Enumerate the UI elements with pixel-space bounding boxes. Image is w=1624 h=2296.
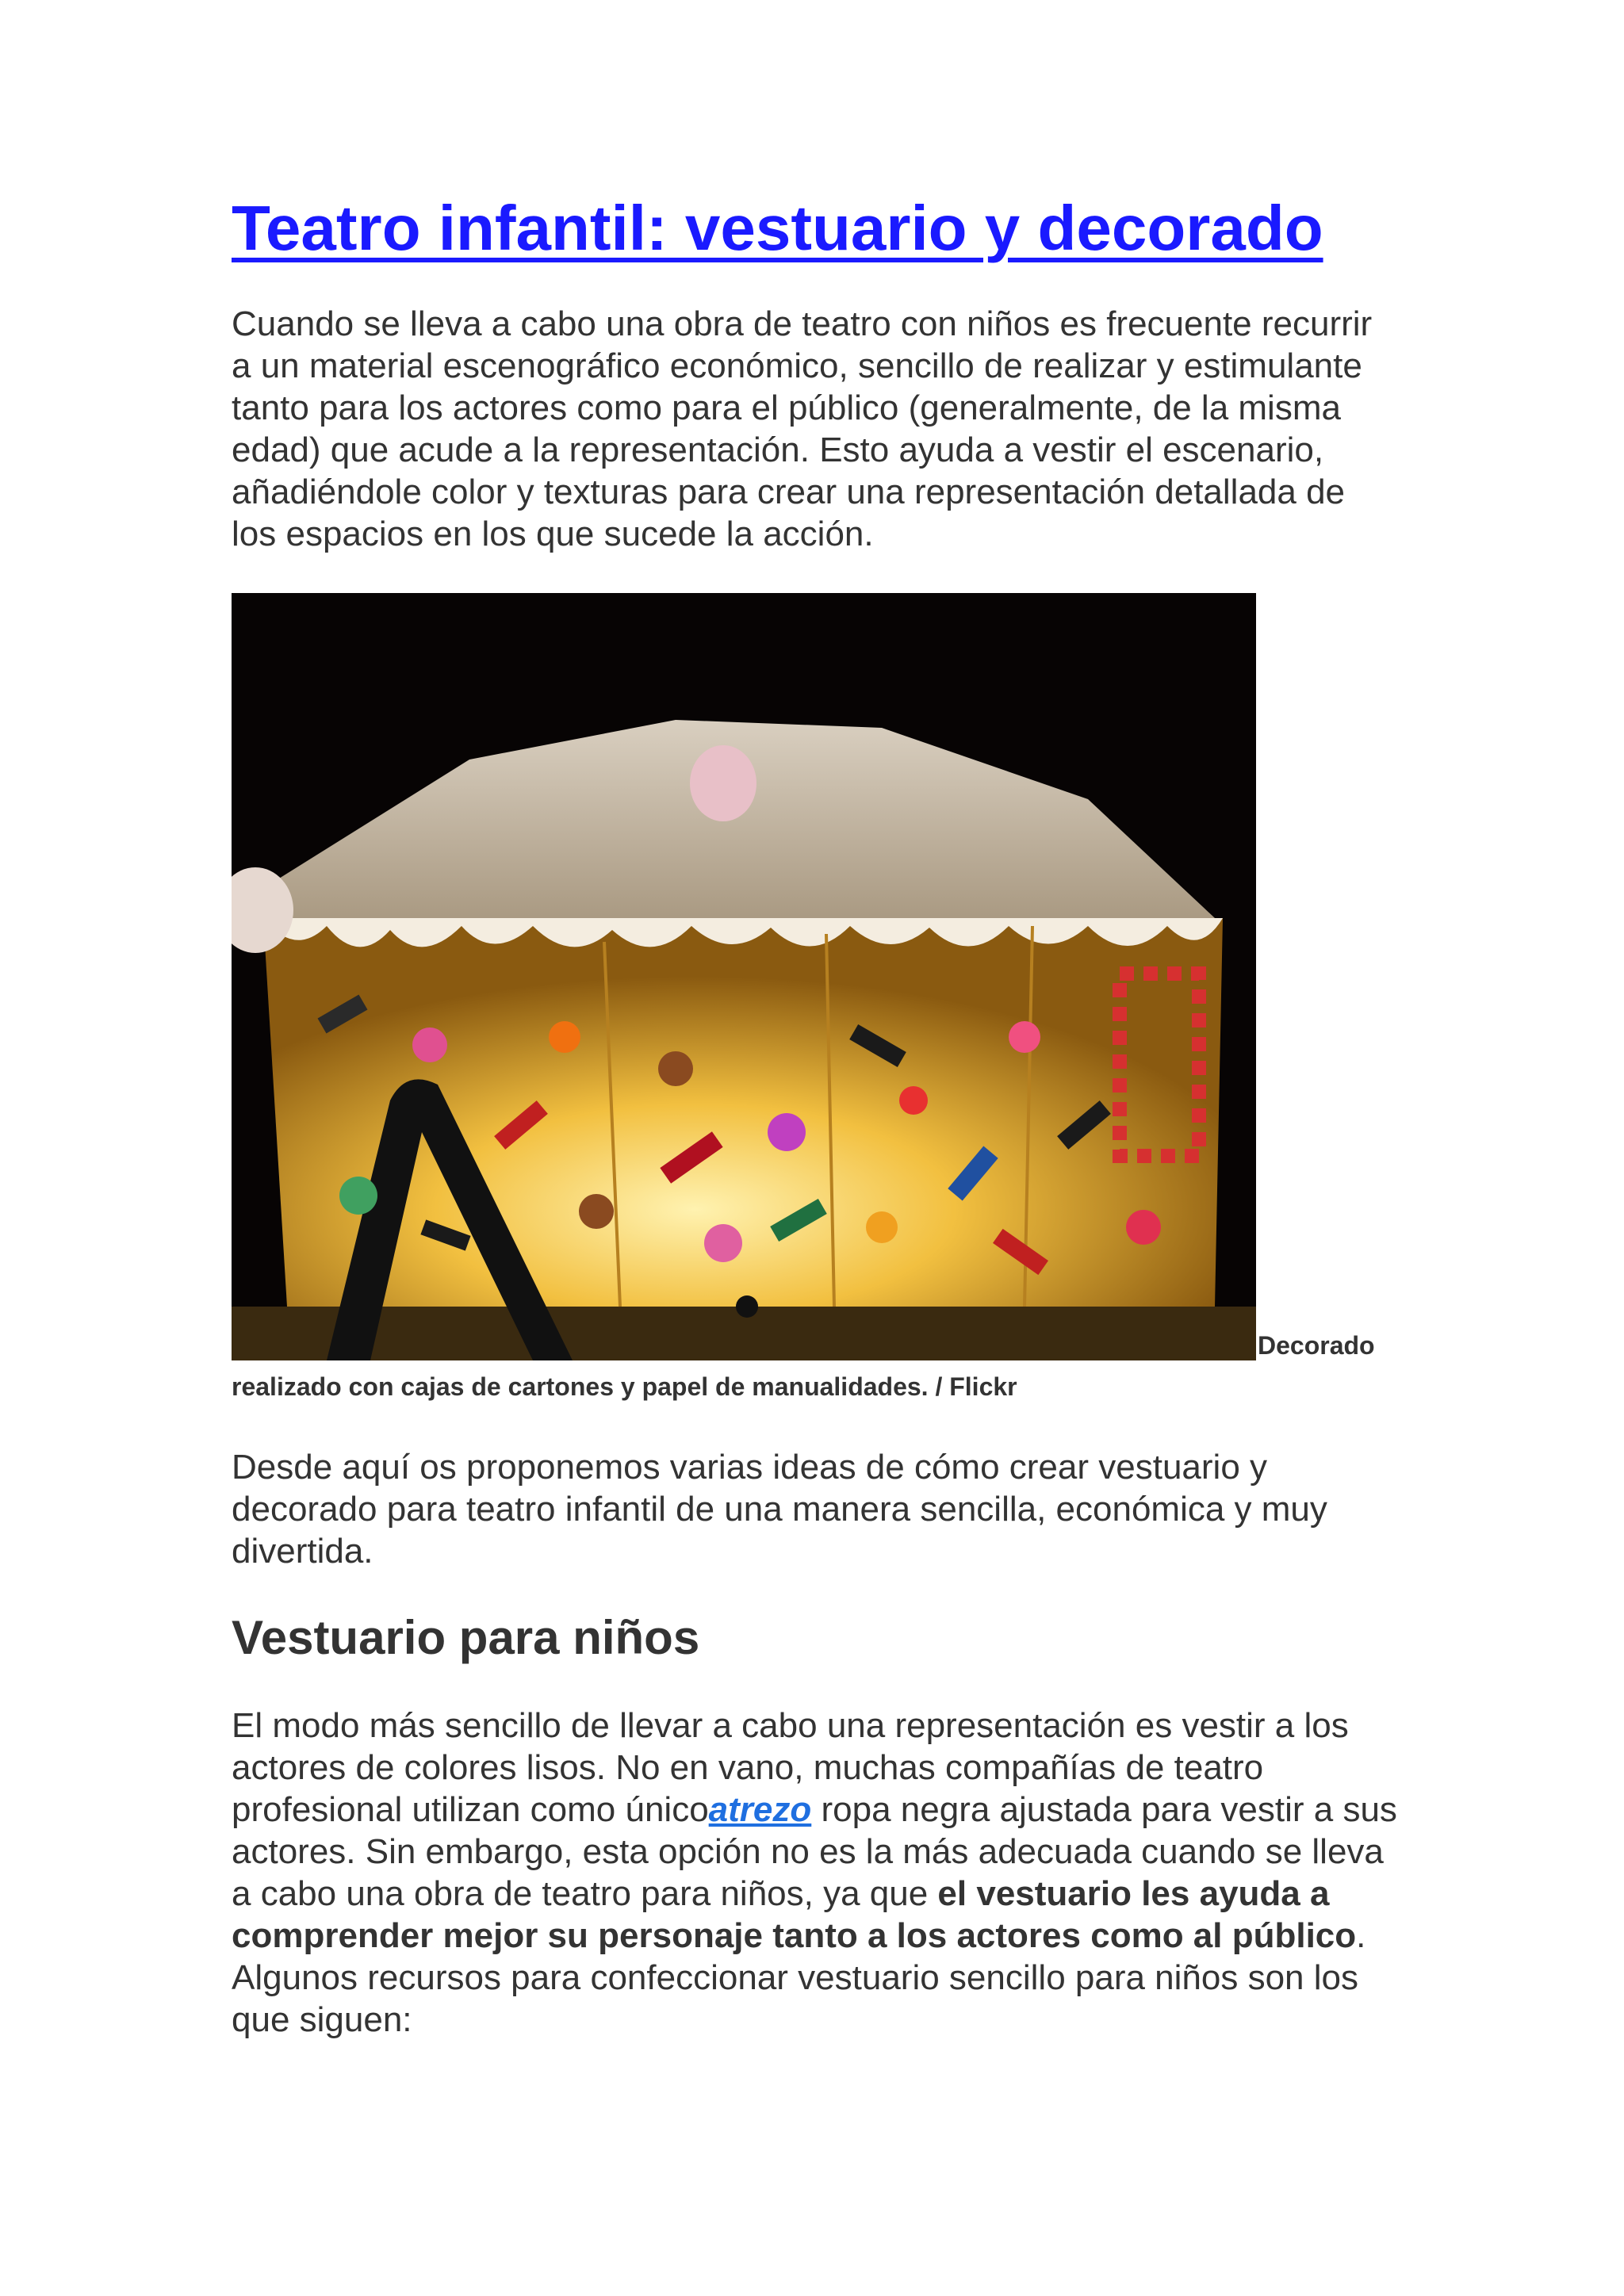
intro-paragraph: Cuando se lleva a cabo una obra de teatro con niños es frecuente recurrir a un material escenográfico económico, sencillo de realizar y estimulante tanto para los actores como para el público (generalmente, de la misma edad) que acude a la representación. Esto ayuda a vestir el escenario, añadiéndole color y texturas para crear una representación detallada de los espacios en los que sucede la acción. [232, 304, 1373, 553]
atrezo-link[interactable]: atrezo [708, 1790, 812, 1829]
page-title[interactable]: Teatro infantil: vestuario y decorado [232, 193, 1323, 263]
section-heading: Vestuario para niños [232, 1611, 700, 1664]
costume-text-2: ropa negra ajustada para vestir a sus actores. Sin embargo, esta opción no es la más adecuada cuando se lleva a cabo una obra de teatro para niños, ya que [232, 1790, 1397, 1913]
figure [232, 593, 1397, 1401]
document-page [232, 190, 1397, 2039]
ideas-paragraph: Desde aquí os proponemos varias ideas de cómo crear vestuario y decorado para teatro infantil de una manera sencilla, económica y muy divertida. [232, 1448, 1327, 1571]
figure-caption-end: realizado con cajas de cartones y papel de manualidades. / Flickr [232, 1372, 1017, 1401]
figure-caption-start: Decorado [1258, 1331, 1375, 1360]
costume-text-1: El modo más sencillo de llevar a cabo una representación es vestir a los actores de colores lisos. No en vano, muchas compañías de teatro profesional utilizan como único [232, 1706, 1349, 1829]
costume-text-3: . Algunos recursos para confeccionar vestuario sencillo para niños son los que siguen: [232, 1916, 1366, 2039]
costume-bold-text: el vestuario les ayuda a comprender mejor su personaje tanto a los actores como al público [232, 1874, 1357, 1955]
costume-paragraph [232, 1705, 1397, 2041]
stage-set-photo [232, 593, 1256, 1360]
